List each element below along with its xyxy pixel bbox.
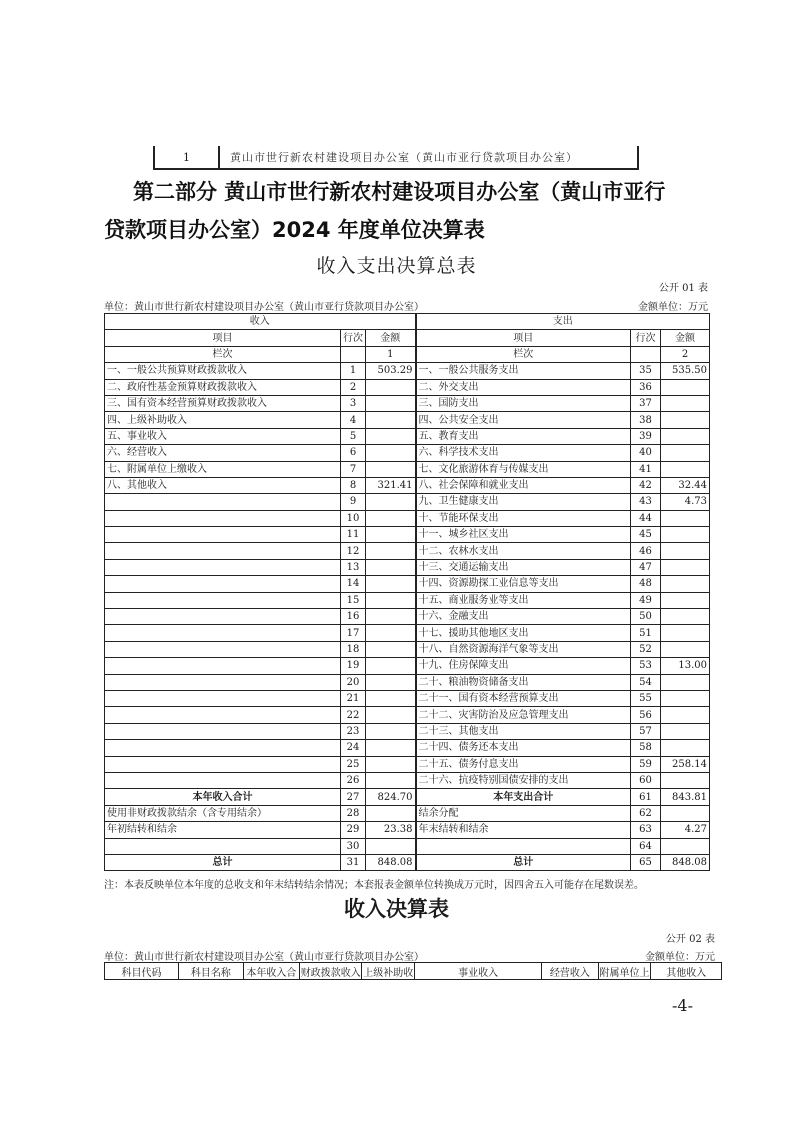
expense-item: 一、一般公共服务支出 <box>416 363 631 379</box>
expense-amount <box>661 740 710 756</box>
table2-column-header: 科目名称 <box>179 963 244 980</box>
expense-row-no: 59 <box>631 756 661 772</box>
expense-amount <box>661 625 710 641</box>
income-amount <box>366 510 416 526</box>
income-amount <box>366 576 416 592</box>
table2-column-header: 科目代码 <box>105 963 179 980</box>
expense-amount: 258.14 <box>661 756 710 772</box>
table1-code: 公开 01 表 <box>658 283 708 294</box>
expense-item: 二十六、抗疫特别国债安排的支出 <box>416 772 631 788</box>
income-amount <box>366 527 416 543</box>
table-row <box>105 592 710 608</box>
income-item <box>105 723 341 739</box>
income-row-no: 21 <box>341 690 366 706</box>
expense-amount <box>661 412 710 428</box>
table-row <box>105 395 710 411</box>
income-row-no: 20 <box>341 674 366 690</box>
income-amount <box>366 543 416 559</box>
expense-amount: 4.27 <box>661 822 710 838</box>
expense-item: 三、国防支出 <box>416 395 631 411</box>
income-item <box>105 658 341 674</box>
expense-item: 十一、城乡社区支出 <box>416 527 631 543</box>
table2-unit-amount: 金额单位：万元 <box>645 952 715 963</box>
expense-item: 二十、粮油物资储备支出 <box>416 674 631 690</box>
table2-unit-org: 单位：黄山市世行新农村建设项目办公室（黄山市亚行贷款项目办公室） <box>104 952 424 963</box>
page-number: -4- <box>672 996 693 1015</box>
expense-row-no: 52 <box>631 641 661 657</box>
income-row-no: 14 <box>341 576 366 592</box>
income-item <box>105 576 341 592</box>
expense-row-no: 60 <box>631 772 661 788</box>
expense-item: 二、外交支出 <box>416 379 631 395</box>
expense-item: 八、社会保障和就业支出 <box>416 477 631 493</box>
table2-header-row <box>105 963 722 980</box>
table-row <box>105 740 710 756</box>
table-row <box>105 690 710 706</box>
expense-item: 十八、自然资源海洋气象等支出 <box>416 641 631 657</box>
income-row-no: 29 <box>341 822 366 838</box>
income-final-table <box>104 962 722 980</box>
expense-row-no: 57 <box>631 723 661 739</box>
table2-column-header: 本年收入合 <box>243 963 299 980</box>
table2-column-header: 附属单位上 <box>598 963 651 980</box>
expense-row-no: 51 <box>631 625 661 641</box>
income-amount <box>366 494 416 510</box>
col-income-amount: 金额 <box>366 330 416 346</box>
section-title-line1: 第二部分 黄山市世行新农村建设项目办公室（黄山市亚行 <box>133 180 666 204</box>
income-row-no: 9 <box>341 494 366 510</box>
table-row <box>105 707 710 723</box>
income-amount <box>366 838 416 854</box>
expense-item: 六、科学技术支出 <box>416 445 631 461</box>
expense-amount <box>661 609 710 625</box>
income-amount <box>366 740 416 756</box>
col-expense-item: 项目 <box>416 330 631 346</box>
income-amount: 848.08 <box>366 854 416 870</box>
income-amount <box>366 723 416 739</box>
income-row-no: 26 <box>341 772 366 788</box>
table-row <box>105 723 710 739</box>
expense-item: 本年支出合计 <box>416 789 631 805</box>
expense-amount <box>661 428 710 444</box>
col-income-row: 行次 <box>341 330 366 346</box>
income-row-no: 25 <box>341 756 366 772</box>
expense-item: 十七、援助其他地区支出 <box>416 625 631 641</box>
income-item <box>105 494 341 510</box>
table-row <box>105 822 710 838</box>
income-expense-summary-table <box>104 313 710 871</box>
header-number: 1 <box>155 146 220 168</box>
expense-row-no: 65 <box>631 854 661 870</box>
expense-amount <box>661 772 710 788</box>
table2-title: 收入决算表 <box>344 897 449 921</box>
expense-row-no: 54 <box>631 674 661 690</box>
expense-row-no: 43 <box>631 494 661 510</box>
income-row-no: 11 <box>341 527 366 543</box>
income-row-no: 2 <box>341 379 366 395</box>
table-row <box>105 510 710 526</box>
expense-amount: 843.81 <box>661 789 710 805</box>
expense-item: 十、节能环保支出 <box>416 510 631 526</box>
income-item: 七、附属单位上缴收入 <box>105 461 341 477</box>
table-row <box>105 412 710 428</box>
table-header-row <box>105 314 710 330</box>
table2-code: 公开 02 表 <box>665 934 715 945</box>
expense-item: 十四、资源勘探工业信息等支出 <box>416 576 631 592</box>
expense-item: 总计 <box>416 854 631 870</box>
lanci-empty <box>341 346 366 362</box>
income-row-no: 4 <box>341 412 366 428</box>
income-item <box>105 674 341 690</box>
income-row-no: 31 <box>341 854 366 870</box>
expense-row-no: 62 <box>631 805 661 821</box>
income-amount <box>366 412 416 428</box>
income-amount <box>366 707 416 723</box>
table-row <box>105 445 710 461</box>
table-row <box>105 428 710 444</box>
table-row <box>105 543 710 559</box>
expense-row-no: 39 <box>631 428 661 444</box>
income-item <box>105 707 341 723</box>
income-row-no: 3 <box>341 395 366 411</box>
expense-amount <box>661 576 710 592</box>
expense-item: 二十五、债务付息支出 <box>416 756 631 772</box>
expense-item: 二十三、其他支出 <box>416 723 631 739</box>
expense-item: 五、教育支出 <box>416 428 631 444</box>
income-item: 五、事业收入 <box>105 428 341 444</box>
lanci-expense-no: 2 <box>661 346 710 362</box>
table-row <box>105 756 710 772</box>
expense-row-no: 48 <box>631 576 661 592</box>
table-row <box>105 461 710 477</box>
income-item: 六、经营收入 <box>105 445 341 461</box>
expense-item: 十六、金融支出 <box>416 609 631 625</box>
expense-amount <box>661 838 710 854</box>
income-item <box>105 838 341 854</box>
table-row <box>105 625 710 641</box>
income-item <box>105 592 341 608</box>
col-expense-row: 行次 <box>631 330 661 346</box>
expense-row-no: 61 <box>631 789 661 805</box>
income-amount <box>366 625 416 641</box>
income-row-no: 6 <box>341 445 366 461</box>
income-amount <box>366 690 416 706</box>
expense-row-no: 58 <box>631 740 661 756</box>
income-row-no: 19 <box>341 658 366 674</box>
expense-row-no: 53 <box>631 658 661 674</box>
expense-row-no: 45 <box>631 527 661 543</box>
expense-amount <box>661 707 710 723</box>
table-row <box>105 772 710 788</box>
expense-amount <box>661 461 710 477</box>
expense-row-no: 56 <box>631 707 661 723</box>
grand-total-row <box>105 854 710 870</box>
income-amount: 23.38 <box>366 822 416 838</box>
expense-amount: 4.73 <box>661 494 710 510</box>
income-item: 总计 <box>105 854 341 870</box>
income-item: 使用非财政拨款结余（含专用结余） <box>105 805 341 821</box>
income-row-no: 5 <box>341 428 366 444</box>
expense-row-no: 36 <box>631 379 661 395</box>
expense-amount <box>661 690 710 706</box>
expense-row-no: 42 <box>631 477 661 493</box>
table2-column-header: 其他收入 <box>651 963 722 980</box>
income-item: 二、政府性基金预算财政拨款收入 <box>105 379 341 395</box>
income-amount <box>366 379 416 395</box>
lanci-income-label: 栏次 <box>105 346 341 362</box>
income-item <box>105 625 341 641</box>
expense-item: 九、卫生健康支出 <box>416 494 631 510</box>
income-item <box>105 740 341 756</box>
header-org: 黄山市世行新农村建设项目办公室（黄山市亚行贷款项目办公室） <box>230 151 578 164</box>
income-amount <box>366 592 416 608</box>
income-item <box>105 559 341 575</box>
income-amount <box>366 641 416 657</box>
expense-row-no: 35 <box>631 363 661 379</box>
income-row-no: 12 <box>341 543 366 559</box>
income-row-no: 13 <box>341 559 366 575</box>
expense-item: 年末结转和结余 <box>416 822 631 838</box>
income-amount <box>366 445 416 461</box>
expense-item: 七、文化旅游体育与传媒支出 <box>416 461 631 477</box>
table-row <box>105 658 710 674</box>
expense-amount: 848.08 <box>661 854 710 870</box>
expense-item: 二十一、国有资本经营预算支出 <box>416 690 631 706</box>
income-row-no: 23 <box>341 723 366 739</box>
table-row <box>105 559 710 575</box>
expense-item: 十二、农林水支出 <box>416 543 631 559</box>
expense-row-no: 50 <box>631 609 661 625</box>
table-row <box>105 477 710 493</box>
income-amount <box>366 772 416 788</box>
table-row <box>105 363 710 379</box>
lanci-income-no: 1 <box>366 346 416 362</box>
expense-amount <box>661 674 710 690</box>
expense-row-no: 44 <box>631 510 661 526</box>
expense-amount <box>661 445 710 461</box>
expense-row-no: 40 <box>631 445 661 461</box>
income-amount <box>366 658 416 674</box>
table1-unit-amount: 金额单位：万元 <box>638 302 708 313</box>
expense-item: 二十四、债务还本支出 <box>416 740 631 756</box>
income-amount <box>366 395 416 411</box>
expense-row-no: 37 <box>631 395 661 411</box>
income-item <box>105 527 341 543</box>
expense-item: 二十二、灾害防治及应急管理支出 <box>416 707 631 723</box>
table-row <box>105 576 710 592</box>
expense-header: 支出 <box>416 314 710 330</box>
table2-column-header: 经营收入 <box>542 963 598 980</box>
expense-row-no: 64 <box>631 838 661 854</box>
income-header: 收入 <box>105 314 416 330</box>
income-item <box>105 641 341 657</box>
expense-amount <box>661 723 710 739</box>
income-item <box>105 772 341 788</box>
table1-title: 收入支出决算总表 <box>316 255 477 277</box>
income-row-no: 30 <box>341 838 366 854</box>
income-amount: 824.70 <box>366 789 416 805</box>
table-row <box>105 379 710 395</box>
expense-amount <box>661 395 710 411</box>
lanci-expense-label: 栏次 <box>416 346 631 362</box>
table-row <box>105 838 710 854</box>
expense-amount <box>661 510 710 526</box>
expense-row-no: 41 <box>631 461 661 477</box>
income-amount <box>366 674 416 690</box>
expense-item: 十三、交通运输支出 <box>416 559 631 575</box>
income-row-no: 7 <box>341 461 366 477</box>
table-row <box>105 527 710 543</box>
lanci-empty <box>631 346 661 362</box>
income-row-no: 10 <box>341 510 366 526</box>
income-amount <box>366 461 416 477</box>
income-row-no: 22 <box>341 707 366 723</box>
table-row <box>105 641 710 657</box>
income-amount <box>366 805 416 821</box>
income-amount: 503.29 <box>366 363 416 379</box>
table-row <box>105 674 710 690</box>
table2-column-header: 事业收入 <box>415 963 542 980</box>
income-amount <box>366 609 416 625</box>
income-item <box>105 543 341 559</box>
expense-amount <box>661 543 710 559</box>
column-header-row <box>105 330 710 346</box>
income-amount <box>366 559 416 575</box>
expense-amount: 535.50 <box>661 363 710 379</box>
section-title-line2: 贷款项目办公室）2024 年度单位决算表 <box>104 218 485 242</box>
income-row-no: 8 <box>341 477 366 493</box>
income-row-no: 28 <box>341 805 366 821</box>
table-row <box>105 805 710 821</box>
income-row-no: 15 <box>341 592 366 608</box>
expense-row-no: 38 <box>631 412 661 428</box>
running-header <box>153 146 639 170</box>
income-item <box>105 756 341 772</box>
income-item: 年初结转和结余 <box>105 822 341 838</box>
expense-row-no: 46 <box>631 543 661 559</box>
col-expense-amount: 金额 <box>661 330 710 346</box>
expense-amount <box>661 641 710 657</box>
expense-amount <box>661 527 710 543</box>
expense-item: 十九、住房保障支出 <box>416 658 631 674</box>
expense-amount: 32.44 <box>661 477 710 493</box>
income-item <box>105 609 341 625</box>
expense-amount <box>661 805 710 821</box>
expense-amount <box>661 379 710 395</box>
expense-amount <box>661 592 710 608</box>
expense-amount <box>661 559 710 575</box>
table1-note: 注：本表反映单位本年度的总收支和年末结转结余情况；本套报表金额单位转换成万元时，因四舍五入可能存在尾数误差。 <box>104 880 644 891</box>
table2-column-header: 财政拨款收入 <box>300 963 362 980</box>
income-row-no: 27 <box>341 789 366 805</box>
income-item <box>105 510 341 526</box>
income-item: 本年收入合计 <box>105 789 341 805</box>
income-row-no: 24 <box>341 740 366 756</box>
income-row-no: 16 <box>341 609 366 625</box>
income-amount: 321.41 <box>366 477 416 493</box>
income-item: 四、上级补助收入 <box>105 412 341 428</box>
income-item: 一、一般公共预算财政拨款收入 <box>105 363 341 379</box>
income-amount <box>366 428 416 444</box>
expense-row-no: 63 <box>631 822 661 838</box>
expense-item: 四、公共安全支出 <box>416 412 631 428</box>
table1-unit-org: 单位：黄山市世行新农村建设项目办公室（黄山市亚行贷款项目办公室） <box>104 302 424 313</box>
income-item <box>105 690 341 706</box>
expense-row-no: 55 <box>631 690 661 706</box>
income-amount <box>366 756 416 772</box>
lanci-row <box>105 346 710 362</box>
income-row-no: 1 <box>341 363 366 379</box>
expense-item: 结余分配 <box>416 805 631 821</box>
income-row-no: 18 <box>341 641 366 657</box>
income-item: 八、其他收入 <box>105 477 341 493</box>
col-income-item: 项目 <box>105 330 341 346</box>
expense-row-no: 49 <box>631 592 661 608</box>
table-row <box>105 609 710 625</box>
expense-item: 十五、商业服务业等支出 <box>416 592 631 608</box>
table-row <box>105 494 710 510</box>
expense-row-no: 47 <box>631 559 661 575</box>
income-item: 三、国有资本经营预算财政拨款收入 <box>105 395 341 411</box>
year-total-row <box>105 789 710 805</box>
table2-column-header: 上级补助收 <box>362 963 415 980</box>
expense-item <box>416 838 631 854</box>
expense-amount: 13.00 <box>661 658 710 674</box>
income-row-no: 17 <box>341 625 366 641</box>
